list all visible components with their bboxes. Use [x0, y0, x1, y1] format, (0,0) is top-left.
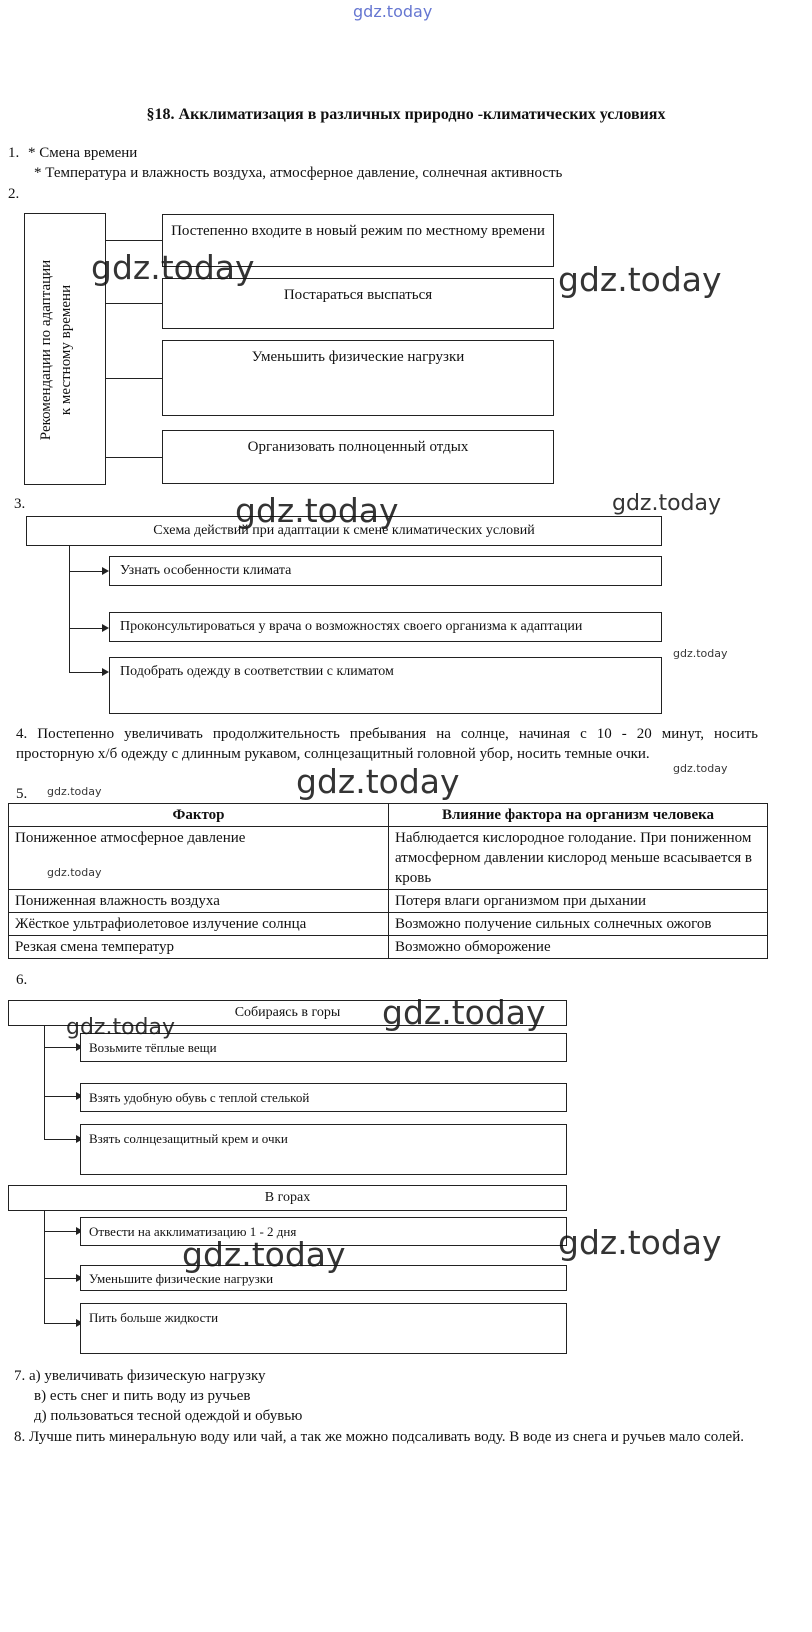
q3-header-box: Схема действий при адаптации к смене климатических условий — [26, 516, 662, 546]
q3-arrow-3 — [102, 668, 109, 676]
q6-group1-branch-2 — [44, 1096, 80, 1097]
q4-text: 4. Постепенно увеличивать продолжительность пребывания на солнце, начиная с 10 - 20 минут, носить просторную х/б одежду с длинным рукавом, солнцезащитный головной убор, носить темные очки. — [16, 726, 758, 762]
table-cell: Жёсткое ультрафиолетовое излучение солнца — [9, 913, 389, 936]
q3-branch-1 — [69, 571, 106, 572]
watermark: gdz.today — [382, 993, 546, 1032]
watermark: gdz.today — [47, 866, 102, 879]
q3-item-1: Узнать особенности климата — [109, 556, 662, 586]
q3-arrow-2 — [102, 624, 109, 632]
table-row — [9, 890, 768, 913]
table-header-row — [9, 804, 768, 827]
q6-group1-trunk — [44, 1026, 45, 1139]
q6-group2-branch-2 — [44, 1278, 80, 1279]
watermark: gdz.today — [235, 491, 399, 530]
q2-item-4: Организовать полноценный отдых — [162, 430, 554, 484]
page-title: §18. Акклиматизация в различных природно -климатических условиях — [146, 106, 666, 123]
watermark: gdz.today — [182, 1235, 346, 1274]
table-row — [9, 827, 768, 890]
q6-group2-item-2: Уменьшите физические нагрузки — [80, 1265, 567, 1291]
table-cell: Резкая смена температур — [9, 936, 389, 959]
watermark: gdz.today — [558, 260, 722, 299]
q6-group2-branch-3 — [44, 1323, 80, 1324]
q7-line-3: д) пользоваться тесной одеждой и обувью — [34, 1408, 303, 1424]
q1-line-1: * Смена времени — [28, 145, 138, 161]
q6-group1-header: Собираясь в горы — [8, 1000, 567, 1026]
q6-group2-trunk — [44, 1211, 45, 1323]
q3-item-2: Проконсультироваться у врача о возможностях своего организма к адаптации — [109, 612, 662, 642]
q5-table — [8, 803, 768, 959]
q6-group1-item-1: Возьмите тёплые вещи — [80, 1033, 567, 1062]
table-header-factor: Фактор — [9, 804, 389, 827]
q3-number: 3. — [14, 496, 26, 512]
q1-number: 1. — [8, 145, 20, 161]
watermark: gdz.today — [558, 1223, 722, 1262]
q2-connector-3 — [106, 378, 162, 379]
q6-number: 6. — [16, 972, 28, 988]
q2-number: 2. — [8, 186, 20, 202]
watermark: gdz.today — [47, 785, 102, 798]
q3-branch-3 — [69, 672, 106, 673]
table-header-influence: Влияние фактора на организм человека — [389, 804, 768, 827]
q6-group1-item-2: Взять удобную обувь с теплой стелькой — [80, 1083, 567, 1112]
table-cell: Потеря влаги организмом при дыхании — [389, 890, 768, 913]
watermark: gdz.today — [91, 248, 255, 287]
q2-connector-1 — [106, 240, 162, 241]
q1-line-2: * Температура и влажность воздуха, атмосферное давление, солнечная активность — [34, 165, 563, 181]
watermark: gdz.today — [296, 762, 460, 801]
q2-connector-4 — [106, 457, 162, 458]
watermark: gdz.today — [66, 1015, 176, 1040]
q2-vertical-label-1: Рекомендации по адаптации — [38, 259, 54, 441]
q2-item-1: Постепенно входите в новый режим по местному времени — [162, 214, 554, 267]
q3-item-3: Подобрать одежду в соответствии с климатом — [109, 657, 662, 714]
table-cell: Возможно обморожение — [389, 936, 768, 959]
watermark: gdz.today — [612, 491, 722, 516]
q3-arrow-1 — [102, 567, 109, 575]
q7-line-2: в) есть снег и пить воду из ручьев — [34, 1388, 251, 1404]
q6-group2-item-3: Пить больше жидкости — [80, 1303, 567, 1354]
q2-connector-2 — [106, 303, 162, 304]
q6-group1-branch-3 — [44, 1139, 80, 1140]
table-cell: Наблюдается кислородное голодание. При пониженном атмосферном давлении кислород меньше всасывается в кровь — [389, 827, 768, 890]
table-cell: Пониженное атмосферное давление — [9, 827, 389, 890]
table-cell: Возможно получение сильных солнечных ожогов — [389, 913, 768, 936]
q7-line-1: 7. а) увеличивать физическую нагрузку — [14, 1368, 266, 1384]
table-row — [9, 936, 768, 959]
watermark-top: gdz.today — [353, 2, 433, 21]
q6-group2-item-1: Отвести на акклиматизацию 1 - 2 дня — [80, 1217, 567, 1246]
watermark: gdz.today — [673, 762, 728, 775]
q8-text: 8. Лучше пить минеральную воду или чай, а так же можно подсаливать воду. В воде из снега и ручьев мало солей. — [14, 1429, 744, 1445]
q6-group2-header: В горах — [8, 1185, 567, 1211]
q3-branch-2 — [69, 628, 106, 629]
q6-group2-branch-1 — [44, 1231, 80, 1232]
q2-item-3: Уменьшить физические нагрузки — [162, 340, 554, 416]
table-cell: Пониженная влажность воздуха — [9, 890, 389, 913]
q6-group1-item-3: Взять солнцезащитный крем и очки — [80, 1124, 567, 1175]
watermark: gdz.today — [673, 647, 728, 660]
q2-vertical-label-2: к местному времени — [58, 284, 74, 416]
q5-number: 5. — [16, 786, 28, 802]
q2-item-2: Постараться выспаться — [162, 278, 554, 329]
q6-group1-branch-1 — [44, 1047, 80, 1048]
q3-trunk-line — [69, 546, 70, 672]
table-row — [9, 913, 768, 936]
